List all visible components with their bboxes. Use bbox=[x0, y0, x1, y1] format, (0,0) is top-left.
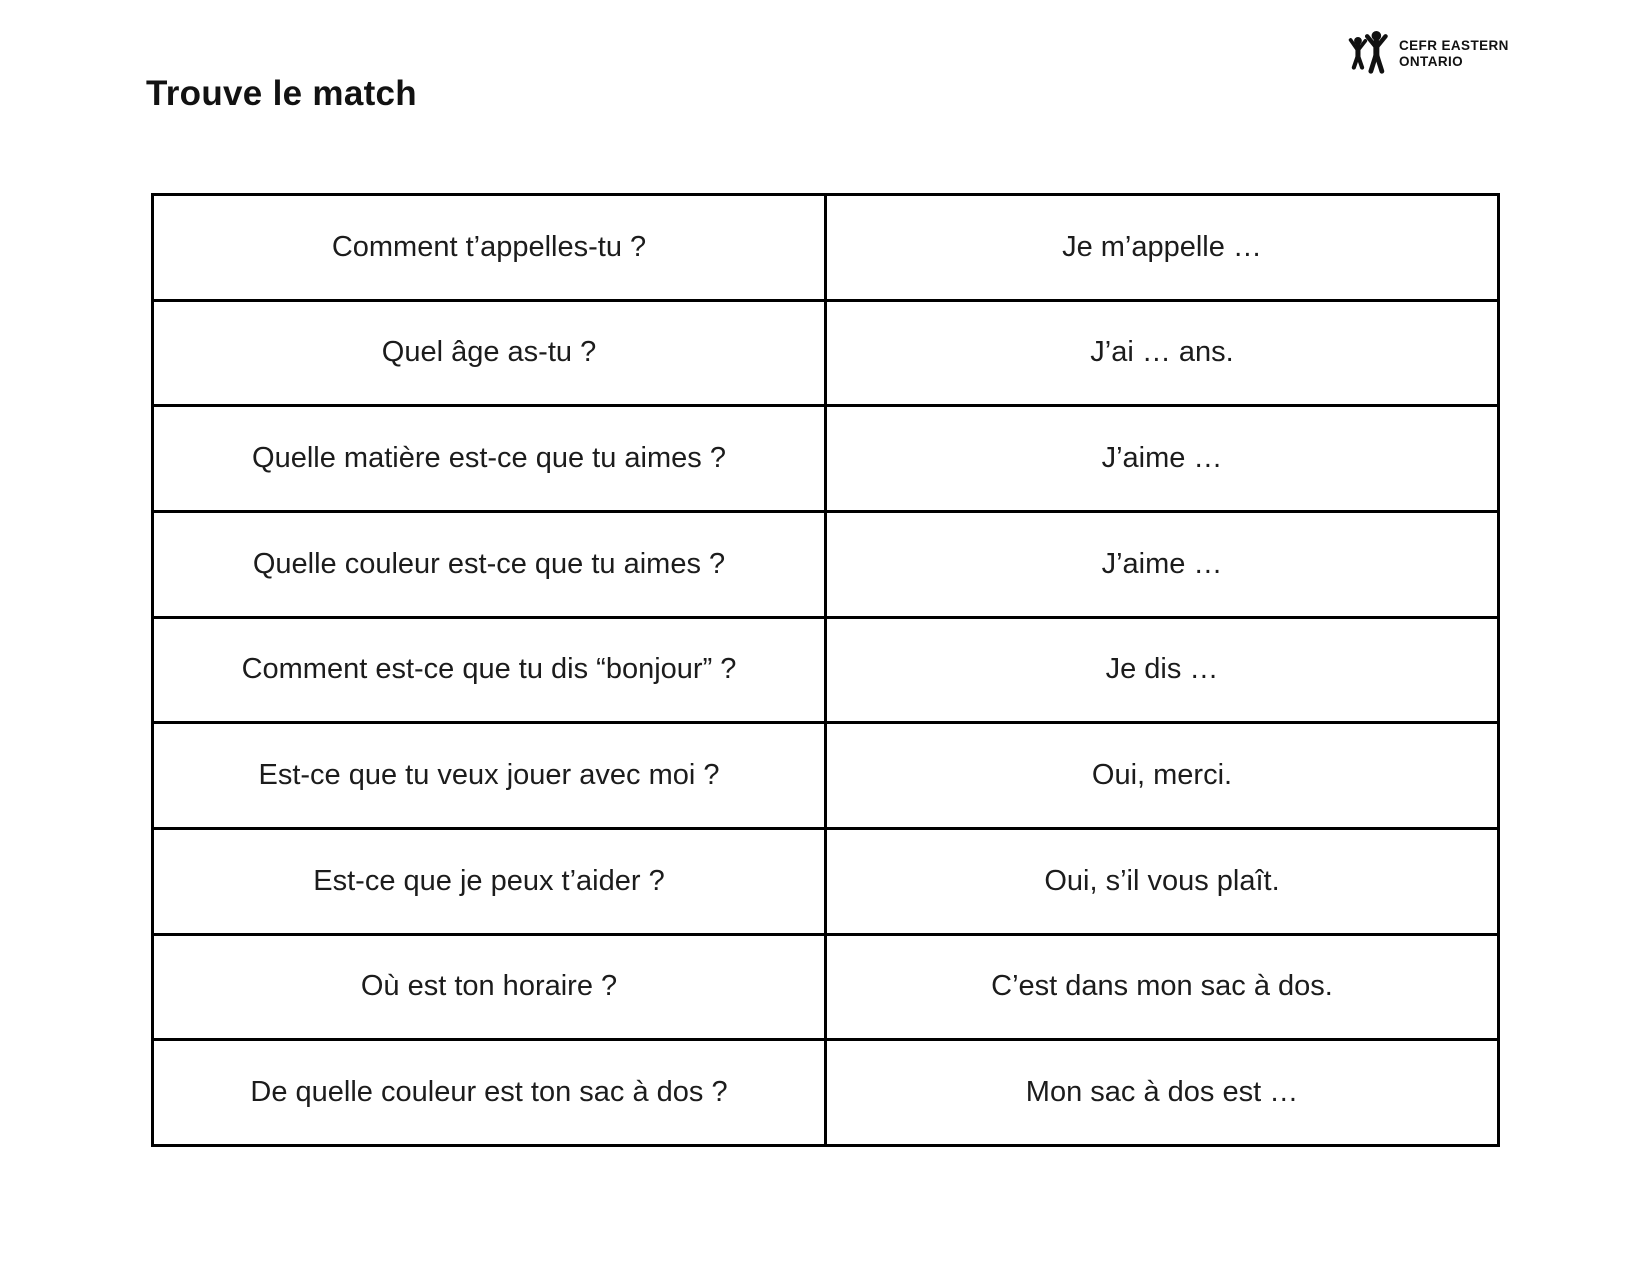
answer-cell: Je m’appelle … bbox=[826, 195, 1499, 301]
question-cell: Quelle matière est-ce que tu aimes ? bbox=[153, 406, 826, 512]
table-row bbox=[153, 1040, 1499, 1146]
question-cell: Où est ton horaire ? bbox=[153, 934, 826, 1040]
question-cell: Comment t’appelles-tu ? bbox=[153, 195, 826, 301]
cefr-logo bbox=[1346, 28, 1509, 79]
question-cell: De quelle couleur est ton sac à dos ? bbox=[153, 1040, 826, 1146]
question-cell: Quel âge as-tu ? bbox=[153, 300, 826, 406]
table-row bbox=[153, 406, 1499, 512]
people-celebrating-icon bbox=[1346, 28, 1392, 79]
answer-cell: J’aime … bbox=[826, 511, 1499, 617]
table-row bbox=[153, 617, 1499, 723]
table-row bbox=[153, 934, 1499, 1040]
table-row bbox=[153, 511, 1499, 617]
question-cell: Est-ce que tu veux jouer avec moi ? bbox=[153, 723, 826, 829]
question-cell: Quelle couleur est-ce que tu aimes ? bbox=[153, 511, 826, 617]
answer-cell: Je dis … bbox=[826, 617, 1499, 723]
table-row bbox=[153, 195, 1499, 301]
answer-cell: Oui, s’il vous plaît. bbox=[826, 828, 1499, 934]
logo-text-line2: ONTARIO bbox=[1399, 53, 1464, 69]
answer-cell: J’ai … ans. bbox=[826, 300, 1499, 406]
table-row bbox=[153, 723, 1499, 829]
question-cell: Comment est-ce que tu dis “bonjour” ? bbox=[153, 617, 826, 723]
logo-text bbox=[1399, 38, 1509, 70]
answer-cell: Oui, merci. bbox=[826, 723, 1499, 829]
table-row bbox=[153, 300, 1499, 406]
question-cell: Est-ce que je peux t’aider ? bbox=[153, 828, 826, 934]
match-table bbox=[151, 193, 1500, 1147]
page-title: Trouve le match bbox=[146, 74, 417, 113]
answer-cell: J’aime … bbox=[826, 406, 1499, 512]
answer-cell: C’est dans mon sac à dos. bbox=[826, 934, 1499, 1040]
answer-cell: Mon sac à dos est … bbox=[826, 1040, 1499, 1146]
logo-text-line1: CEFR EASTERN bbox=[1399, 37, 1509, 53]
table-row bbox=[153, 828, 1499, 934]
